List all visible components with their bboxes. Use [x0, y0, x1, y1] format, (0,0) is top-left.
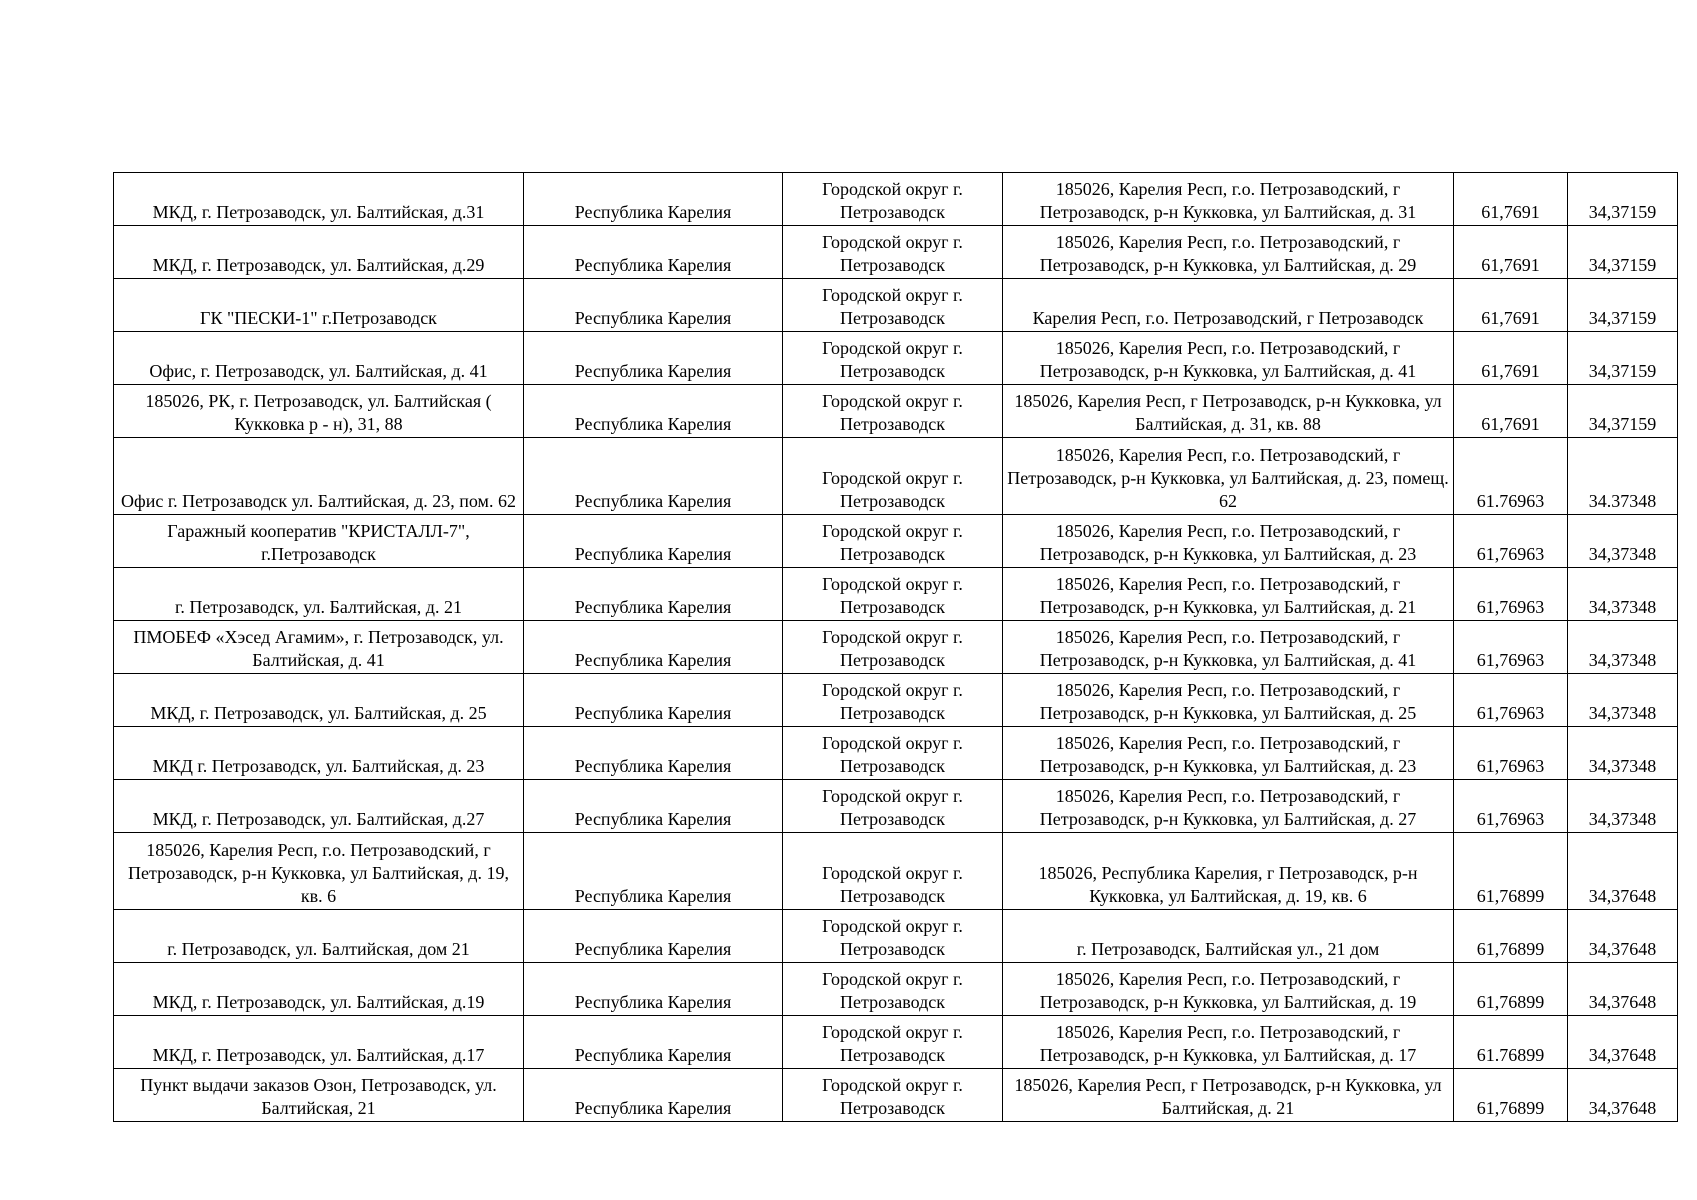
latitude-cell: 61,7691: [1454, 279, 1568, 332]
longitude-cell: 34,37159: [1568, 226, 1678, 279]
address-cell: 185026, Карелия Респ, г.о. Петрозаводский, г Петрозаводск, р-н Кукковка, ул Балтийская, д. 41: [1003, 621, 1454, 674]
region-cell: Республика Карелия: [524, 332, 783, 385]
longitude-cell: 34,37348: [1568, 515, 1678, 568]
longitude-cell: 34,37159: [1568, 173, 1678, 226]
region-cell: Республика Карелия: [524, 1016, 783, 1069]
district-cell: Городской округ г. Петрозаводск: [783, 963, 1003, 1016]
address-cell: 185026, Карелия Респ, г.о. Петрозаводский, г Петрозаводск, р-н Кукковка, ул Балтийская, д. 31: [1003, 173, 1454, 226]
object-name-cell: ПМОБЕФ «Хэсед Агамим», г. Петрозаводск, ул. Балтийская, д. 41: [114, 621, 524, 674]
latitude-cell: 61,76899: [1454, 910, 1568, 963]
region-cell: Республика Карелия: [524, 226, 783, 279]
address-cell: 185026, Карелия Респ, г.о. Петрозаводский, г Петрозаводск, р-н Кукковка, ул Балтийская, д. 23, помещ. 62: [1003, 438, 1454, 515]
address-cell: 185026, Карелия Респ, г Петрозаводск, р-н Кукковка, ул Балтийская, д. 31, кв. 88: [1003, 385, 1454, 438]
address-cell: 185026, Республика Карелия, г Петрозаводск, р-н Кукковка, ул Балтийская, д. 19, кв. 6: [1003, 833, 1454, 910]
object-name-cell: МКД г. Петрозаводск, ул. Балтийская, д. 23: [114, 727, 524, 780]
region-cell: Республика Карелия: [524, 173, 783, 226]
address-cell: 185026, Карелия Респ, г.о. Петрозаводский, г Петрозаводск, р-н Кукковка, ул Балтийская, д. 23: [1003, 515, 1454, 568]
longitude-cell: 34,37348: [1568, 621, 1678, 674]
table-row: [114, 332, 1678, 385]
object-name-cell: ГК "ПЕСКИ-1" г.Петрозаводск: [114, 279, 524, 332]
longitude-cell: 34,37348: [1568, 568, 1678, 621]
object-name-cell: МКД, г. Петрозаводск, ул. Балтийская, д.31: [114, 173, 524, 226]
district-cell: Городской округ г. Петрозаводск: [783, 385, 1003, 438]
region-cell: Республика Карелия: [524, 279, 783, 332]
region-cell: Республика Карелия: [524, 385, 783, 438]
object-name-cell: г. Петрозаводск, ул. Балтийская, д. 21: [114, 568, 524, 621]
latitude-cell: 61.76963: [1454, 438, 1568, 515]
latitude-cell: 61,76963: [1454, 674, 1568, 727]
longitude-cell: 34,37348: [1568, 674, 1678, 727]
district-cell: Городской округ г. Петрозаводск: [783, 1069, 1003, 1122]
latitude-cell: 61,76963: [1454, 568, 1568, 621]
longitude-cell: 34,37348: [1568, 727, 1678, 780]
longitude-cell: 34,37648: [1568, 1016, 1678, 1069]
region-cell: Республика Карелия: [524, 621, 783, 674]
latitude-cell: 61.76899: [1454, 1016, 1568, 1069]
district-cell: Городской округ г. Петрозаводск: [783, 833, 1003, 910]
region-cell: Республика Карелия: [524, 674, 783, 727]
address-cell: 185026, Карелия Респ, г.о. Петрозаводский, г Петрозаводск, р-н Кукковка, ул Балтийская, д. 17: [1003, 1016, 1454, 1069]
latitude-cell: 61,7691: [1454, 173, 1568, 226]
table-row: [114, 833, 1678, 910]
table-row: [114, 568, 1678, 621]
longitude-cell: 34,37648: [1568, 963, 1678, 1016]
latitude-cell: 61,76899: [1454, 833, 1568, 910]
address-cell: 185026, Карелия Респ, г.о. Петрозаводский, г Петрозаводск, р-н Кукковка, ул Балтийская, д. 19: [1003, 963, 1454, 1016]
latitude-cell: 61,7691: [1454, 226, 1568, 279]
region-cell: Республика Карелия: [524, 1069, 783, 1122]
object-name-cell: 185026, РК, г. Петрозаводск, ул. Балтийская ( Кукковка р - н), 31, 88: [114, 385, 524, 438]
address-cell: 185026, Карелия Респ, г.о. Петрозаводский, г Петрозаводск, р-н Кукковка, ул Балтийская, д. 41: [1003, 332, 1454, 385]
object-name-cell: МКД, г. Петрозаводск, ул. Балтийская, д.19: [114, 963, 524, 1016]
address-cell: 185026, Карелия Респ, г.о. Петрозаводский, г Петрозаводск, р-н Кукковка, ул Балтийская, д. 21: [1003, 568, 1454, 621]
district-cell: Городской округ г. Петрозаводск: [783, 727, 1003, 780]
table-row: [114, 910, 1678, 963]
object-name-cell: Офис, г. Петрозаводск, ул. Балтийская, д. 41: [114, 332, 524, 385]
object-name-cell: МКД, г. Петрозаводск, ул. Балтийская, д.17: [114, 1016, 524, 1069]
table-row: [114, 515, 1678, 568]
table-row: [114, 226, 1678, 279]
address-cell: 185026, Карелия Респ, г.о. Петрозаводский, г Петрозаводск, р-н Кукковка, ул Балтийская, д. 25: [1003, 674, 1454, 727]
table-row: [114, 385, 1678, 438]
longitude-cell: 34,37648: [1568, 910, 1678, 963]
table-row: [114, 438, 1678, 515]
table-row: [114, 173, 1678, 226]
region-cell: Республика Карелия: [524, 963, 783, 1016]
address-cell: 185026, Карелия Респ, г Петрозаводск, р-н Кукковка, ул Балтийская, д. 21: [1003, 1069, 1454, 1122]
district-cell: Городской округ г. Петрозаводск: [783, 332, 1003, 385]
address-registry-table: [113, 172, 1678, 1122]
district-cell: Городской округ г. Петрозаводск: [783, 226, 1003, 279]
district-cell: Городской округ г. Петрозаводск: [783, 173, 1003, 226]
object-name-cell: Гаражный кооператив "КРИСТАЛЛ-7", г.Петрозаводск: [114, 515, 524, 568]
district-cell: Городской округ г. Петрозаводск: [783, 780, 1003, 833]
latitude-cell: 61,76899: [1454, 1069, 1568, 1122]
longitude-cell: 34,37159: [1568, 385, 1678, 438]
address-cell: 185026, Карелия Респ, г.о. Петрозаводский, г Петрозаводск, р-н Кукковка, ул Балтийская, д. 27: [1003, 780, 1454, 833]
address-cell: г. Петрозаводск, Балтийская ул., 21 дом: [1003, 910, 1454, 963]
table-row: [114, 727, 1678, 780]
latitude-cell: 61,76963: [1454, 621, 1568, 674]
district-cell: Городской округ г. Петрозаводск: [783, 1016, 1003, 1069]
object-name-cell: Офис г. Петрозаводск ул. Балтийская, д. 23, пом. 62: [114, 438, 524, 515]
district-cell: Городской округ г. Петрозаводск: [783, 438, 1003, 515]
table-row: [114, 674, 1678, 727]
district-cell: Городской округ г. Петрозаводск: [783, 515, 1003, 568]
district-cell: Городской округ г. Петрозаводск: [783, 568, 1003, 621]
district-cell: Городской округ г. Петрозаводск: [783, 621, 1003, 674]
longitude-cell: 34,37648: [1568, 833, 1678, 910]
region-cell: Республика Карелия: [524, 515, 783, 568]
region-cell: Республика Карелия: [524, 833, 783, 910]
region-cell: Республика Карелия: [524, 438, 783, 515]
object-name-cell: МКД, г. Петрозаводск, ул. Балтийская, д.27: [114, 780, 524, 833]
district-cell: Городской округ г. Петрозаводск: [783, 674, 1003, 727]
document-page: [113, 172, 1677, 1122]
latitude-cell: 61,76963: [1454, 780, 1568, 833]
district-cell: Городской округ г. Петрозаводск: [783, 910, 1003, 963]
district-cell: Городской округ г. Петрозаводск: [783, 279, 1003, 332]
longitude-cell: 34,37159: [1568, 332, 1678, 385]
region-cell: Республика Карелия: [524, 910, 783, 963]
address-cell: 185026, Карелия Респ, г.о. Петрозаводский, г Петрозаводск, р-н Кукковка, ул Балтийская, д. 23: [1003, 727, 1454, 780]
longitude-cell: 34.37348: [1568, 438, 1678, 515]
object-name-cell: МКД, г. Петрозаводск, ул. Балтийская, д.29: [114, 226, 524, 279]
table-row: [114, 963, 1678, 1016]
object-name-cell: г. Петрозаводск, ул. Балтийская, дом 21: [114, 910, 524, 963]
table-row: [114, 279, 1678, 332]
latitude-cell: 61,76899: [1454, 963, 1568, 1016]
address-cell: 185026, Карелия Респ, г.о. Петрозаводский, г Петрозаводск, р-н Кукковка, ул Балтийская, д. 29: [1003, 226, 1454, 279]
object-name-cell: МКД, г. Петрозаводск, ул. Балтийская, д. 25: [114, 674, 524, 727]
table-row: [114, 1016, 1678, 1069]
longitude-cell: 34,37648: [1568, 1069, 1678, 1122]
region-cell: Республика Карелия: [524, 568, 783, 621]
region-cell: Республика Карелия: [524, 780, 783, 833]
longitude-cell: 34,37348: [1568, 780, 1678, 833]
latitude-cell: 61,7691: [1454, 332, 1568, 385]
table-row: [114, 621, 1678, 674]
latitude-cell: 61,76963: [1454, 727, 1568, 780]
longitude-cell: 34,37159: [1568, 279, 1678, 332]
table-row: [114, 1069, 1678, 1122]
latitude-cell: 61,7691: [1454, 385, 1568, 438]
object-name-cell: Пункт выдачи заказов Озон, Петрозаводск, ул. Балтийская, 21: [114, 1069, 524, 1122]
latitude-cell: 61,76963: [1454, 515, 1568, 568]
region-cell: Республика Карелия: [524, 727, 783, 780]
table-row: [114, 780, 1678, 833]
address-cell: Карелия Респ, г.о. Петрозаводский, г Петрозаводск: [1003, 279, 1454, 332]
object-name-cell: 185026, Карелия Респ, г.о. Петрозаводский, г Петрозаводск, р-н Кукковка, ул Балтийская, д. 19, кв. 6: [114, 833, 524, 910]
